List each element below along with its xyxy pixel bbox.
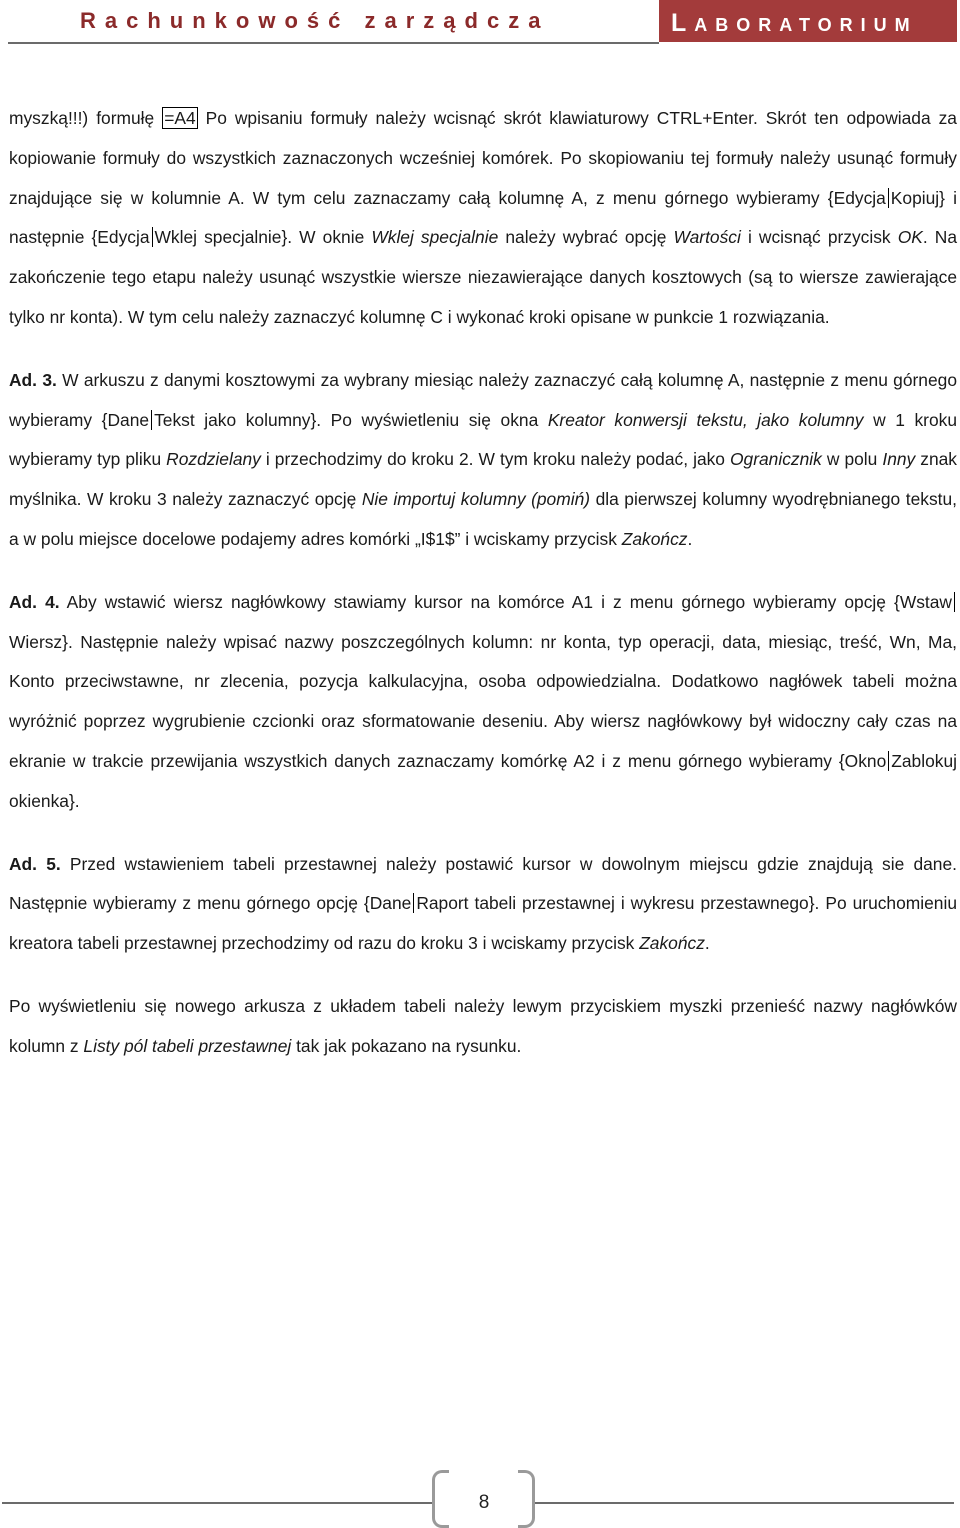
italic-term: OK (897, 227, 923, 248)
text: Wklej specjalnie}. W oknie (154, 227, 372, 248)
italic-term: Wartości (673, 227, 741, 248)
text: . Na zakończenie tego etapu należy usunąć wszystkie wiersze niezawierające danych kosztowych (są to wiersze zawierające tylko nr konta). W tym celu należy zaznaczyć kolumnę C i wykonać kroki opisane w punkcie 1 rozwiązania. (9, 227, 957, 327)
menu-separator (151, 410, 152, 430)
italic-term: Inny (882, 449, 916, 470)
text: Po wyświetleniu się nowego arkusza z układem tabeli należy lewym przyciskiem myszki przenieść nazwy nagłówków kolumn z (9, 995, 957, 1056)
paragraph-final (9, 987, 957, 1067)
section-lead: Ad. 4. (9, 591, 60, 612)
text: Po wpisaniu formuły należy wcisnąć skrót klawiaturowy CTRL+Enter. Skrót ten odpowiada za kopiowanie formuły do wszystkich zaznaczonych wcześniej komórek. Po skopiowaniu tej formuły należy usunąć formuły znajdujące się w kolumnie A. W tym celu zaznaczamy całą kolumnę A, z menu górnego wybieramy {Edycja (9, 108, 957, 208)
text: w polu (821, 449, 883, 470)
text: należy wybrać opcję (498, 227, 674, 248)
italic-term: Nie importuj kolumny (pomiń) (361, 489, 591, 510)
text: tak jak pokazano na rysunku. (291, 1035, 522, 1056)
text: Tekst jako kolumny}. Po wyświetleniu się okna (154, 409, 548, 430)
section-label-rest: ABORATORIUM (694, 15, 918, 35)
formula-box: =A4 (164, 108, 196, 128)
italic-term: Listy pól tabeli przestawnej (83, 1035, 292, 1056)
italic-term: Ogranicznik (730, 449, 822, 470)
text: i wcisnąć przycisk (740, 227, 898, 248)
menu-separator (888, 751, 889, 771)
section-lead: Ad. 5. (9, 853, 61, 874)
italic-term: Rozdzielany (166, 449, 261, 470)
paragraph-ad4 (9, 583, 957, 822)
section-label (659, 0, 957, 42)
section-label-initial: L (671, 9, 695, 37)
left-brace-ornament (432, 1470, 449, 1528)
page-number: 8 (478, 1492, 490, 1513)
text: dla pierwszej kolumny wyodrębnianego tekstu, a w polu miejsce docelowe podajemy adres komórki „I$1$” i wciskamy przycisk (9, 489, 957, 549)
text: w 1 kroku wybieramy typ pliku (9, 409, 957, 470)
header-rule (8, 42, 659, 44)
text: . (687, 528, 693, 549)
text: . (704, 933, 710, 954)
text: myszką!!!) formułę (9, 108, 163, 128)
text: Raport tabeli przestawnej i wykresu przestawnego}. Po uruchomieniu kreatora tabeli przestawnej przechodzimy od razu do kroku 3 i wciskamy przycisk (9, 893, 958, 954)
menu-separator (954, 592, 955, 612)
section-lead: Ad. 3. (9, 369, 57, 390)
italic-term: Kreator konwersji tekstu, jako kolumny (547, 409, 864, 430)
paragraph-ad5 (9, 845, 957, 964)
menu-separator (152, 227, 153, 247)
right-brace-ornament (518, 1470, 535, 1528)
text: Przed wstawieniem tabeli przestawnej należy postawić kursor w dowolnym miejscu gdzie znajdują sie dane. Następnie wybieramy z menu górnego opcję {Dane (9, 853, 957, 914)
text: Aby wstawić wiersz nagłówkowy stawiamy kursor na komórce A1 i z menu górnego wybieramy opcję {Wstaw (59, 591, 952, 612)
text: Zablokuj okienka}. (9, 750, 957, 811)
paragraph-1 (9, 99, 957, 338)
italic-term: Wklej specjalnie (371, 227, 499, 248)
text: W arkuszu z danymi kosztowymi za wybrany miesiąc należy zaznaczyć całą kolumnę A, następnie z menu górnego wybieramy {Dane (9, 369, 957, 430)
menu-separator (413, 893, 414, 913)
text: Kopiuj} i następnie {Edycja (9, 187, 957, 248)
paragraph-ad3 (9, 361, 957, 560)
page-body (9, 99, 957, 1090)
text: znak myślnika. W kroku 3 należy zaznaczyć opcję (9, 449, 957, 510)
text: Wiersz}. Następnie należy wpisać nazwy poszczególnych kolumn: nr konta, typ operacji, data, miesiąc, treść, Wn, Ma, Konto przeciwstawne, nr zlecenia, pozycja kalkulacyjna, osoba odpowiedzialna. Dodatkowo nagłówek tabeli można wyróżnić poprzez wygrubienie czcionki oraz sformatowanie deseniu. Aby wiersz nagłówkowy był widoczny cały czas na ekranie w trakcie przewijania wszystkich danych zaznaczamy komórkę A2 i z menu górnego wybieramy {Okno (9, 631, 957, 771)
italic-term: Zakończ (639, 933, 705, 954)
italic-term: Zakończ (621, 528, 688, 549)
menu-separator (888, 188, 889, 208)
text: i przechodzimy do kroku 2. W tym kroku należy podać, jako (260, 449, 731, 470)
document-title: Rachunkowość zarządcza (80, 8, 550, 33)
